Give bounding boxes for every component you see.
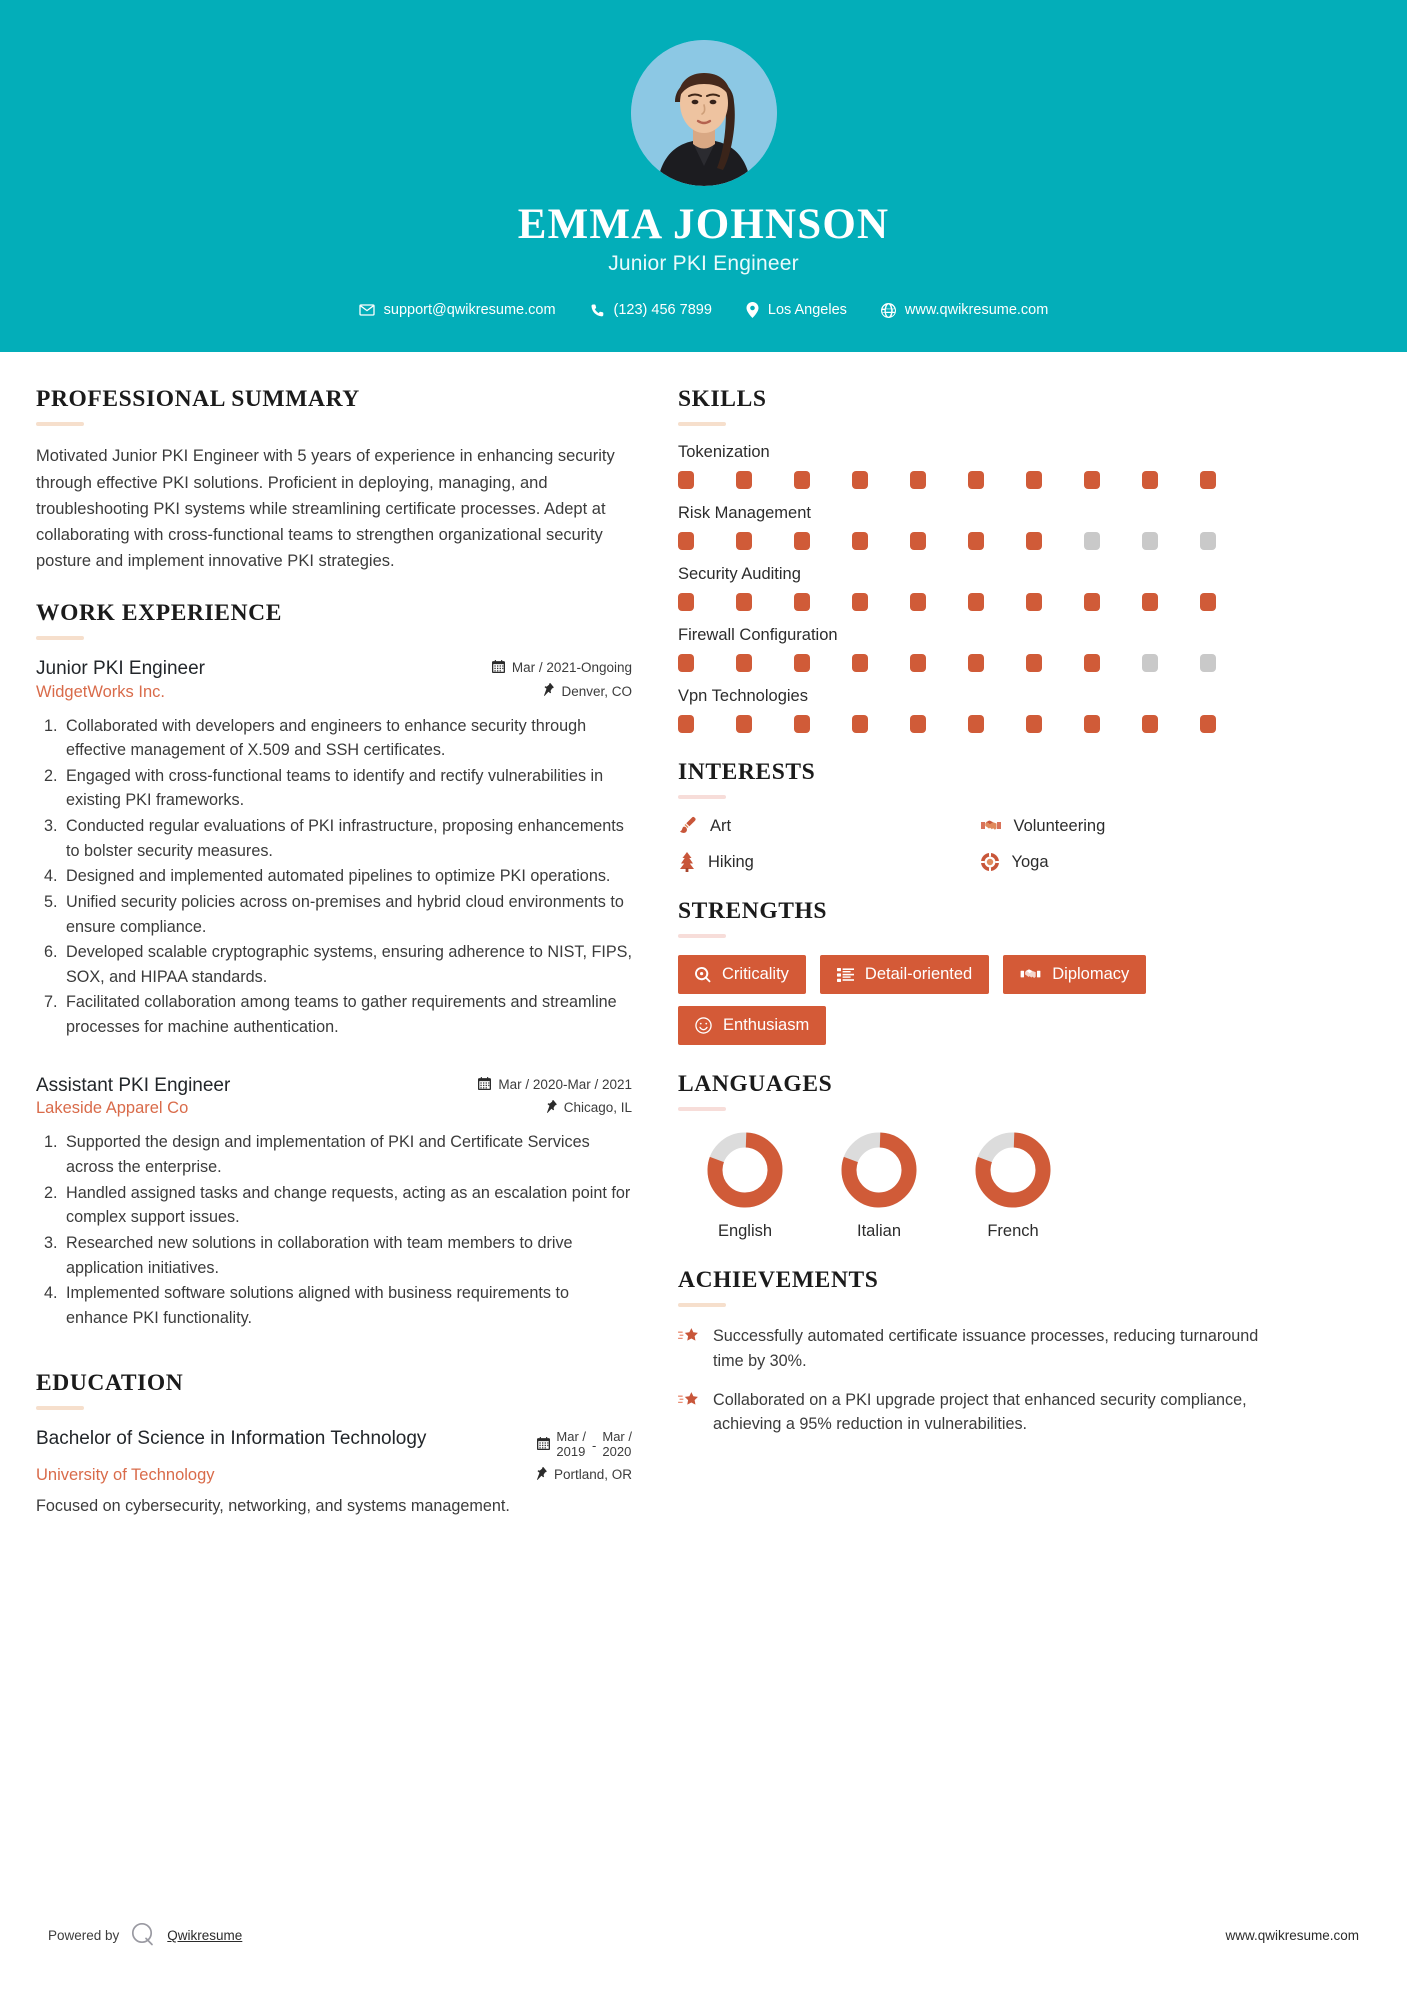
pin-icon — [544, 683, 554, 699]
section-heading: LANGUAGES — [678, 1071, 833, 1098]
section-interests — [678, 759, 1271, 872]
work-bullet: 2. Engaged with cross-functional teams to identify and rectify vulnerabilities in existing PKI frameworks. — [62, 764, 632, 813]
skill-rating — [678, 715, 1271, 733]
language-label: French — [987, 1222, 1039, 1241]
q-logo-icon — [130, 1921, 156, 1950]
work-dates-label: Mar / 2020-Mar / 2021 — [498, 1077, 632, 1093]
work-bullets — [36, 714, 632, 1040]
contact-location-label: Los Angeles — [767, 302, 847, 319]
skill-dot — [968, 654, 984, 672]
education-entry — [36, 1427, 632, 1518]
work-entry — [36, 1074, 632, 1331]
skill-rating — [678, 471, 1271, 489]
work-location-label: Denver, CO — [561, 683, 632, 699]
work-organization: Lakeside Apparel Co — [36, 1099, 189, 1118]
section-rule — [678, 795, 726, 799]
skill-dot — [852, 471, 868, 489]
strength-label: Enthusiasm — [723, 1016, 810, 1035]
language-item — [678, 1128, 812, 1241]
skill-name: Firewall Configuration — [678, 626, 838, 645]
section-heading: PROFESSIONAL SUMMARY — [36, 386, 360, 413]
achievement-text: Collaborated on a PKI upgrade project that enhanced security compliance, achieving a 95% reduction in vulnerabilities. — [713, 1391, 1247, 1434]
skill-dot — [736, 715, 752, 733]
list-icon — [837, 967, 854, 983]
strength-chip — [678, 1006, 826, 1045]
work-dates — [478, 1077, 632, 1093]
skill-dot — [736, 654, 752, 672]
achievement-text: Successfully automated certificate issuance processes, reducing turnaround time by 30%. — [713, 1327, 1259, 1370]
language-label: English — [717, 1222, 773, 1241]
skill-name: Risk Management — [678, 504, 811, 523]
page-title: EMMA JOHNSON — [517, 201, 890, 248]
section-rule — [678, 934, 726, 938]
star-icon — [678, 1388, 700, 1411]
skill-dot — [1200, 654, 1216, 672]
skill-dot — [910, 532, 926, 550]
portrait-photo-icon — [631, 40, 777, 186]
skill-dot — [1200, 715, 1216, 733]
paintbrush-icon — [678, 816, 698, 836]
section-heading: SKILLS — [678, 386, 767, 413]
skill-dot — [910, 654, 926, 672]
section-skills — [678, 386, 1271, 733]
language-item — [812, 1128, 946, 1241]
job-title: Junior PKI Engineer — [608, 252, 799, 276]
skill-dot — [1142, 471, 1158, 489]
education-note: Focused on cybersecurity, networking, and systems management. — [36, 1497, 510, 1516]
contact-phone-label: (123) 456 7899 — [613, 302, 712, 319]
education-dates — [537, 1430, 632, 1460]
skill-dot — [852, 654, 868, 672]
work-bullet: 1. Collaborated with developers and engineers to enhance security through effective management of X.509 and SSH certificates. — [62, 714, 632, 763]
work-bullet: 5. Unified security policies across on-premises and hybrid cloud environments to ensure compliance. — [62, 890, 632, 939]
contact-phone[interactable] — [573, 302, 729, 318]
skill-dot — [852, 715, 868, 733]
skill-rating — [678, 593, 1271, 611]
section-heading: EDUCATION — [36, 1370, 184, 1397]
work-role: Assistant PKI Engineer — [36, 1074, 231, 1096]
section-strengths — [678, 898, 1271, 1045]
search-icon — [695, 967, 711, 983]
skill-dot — [1084, 593, 1100, 611]
work-dates-label: Mar / 2021-Ongoing — [511, 660, 632, 676]
work-bullet: 7. Facilitated collaboration among teams to gather requirements and streamline processes for machine authentication. — [62, 990, 632, 1039]
skill-dot — [794, 471, 810, 489]
work-location-label: Chicago, IL — [563, 1100, 632, 1116]
skill-dot — [736, 471, 752, 489]
section-rule — [36, 422, 84, 426]
skill-dot — [1200, 532, 1216, 550]
language-label: Italian — [856, 1222, 902, 1241]
education-date-separator: - — [592, 1437, 597, 1453]
handshake-icon — [980, 816, 1002, 836]
skill-dot — [736, 593, 752, 611]
skill-dot — [1084, 532, 1100, 550]
work-entry — [36, 657, 632, 1040]
section-professional-summary — [36, 386, 632, 573]
contact-website[interactable] — [864, 302, 1065, 318]
strengths-list — [678, 955, 1271, 1045]
work-location — [547, 1100, 632, 1116]
skill-rating — [678, 532, 1271, 550]
work-bullet: 3. Conducted regular evaluations of PKI infrastructure, proposing enhancements to bolster security measures. — [62, 814, 632, 863]
skill-dot — [1142, 532, 1158, 550]
contact-row — [0, 302, 1407, 318]
section-heading: ACHIEVEMENTS — [678, 1267, 879, 1294]
section-work-experience — [36, 600, 632, 1331]
interest-label: Art — [710, 816, 732, 835]
strength-label: Detail-oriented — [864, 965, 973, 984]
skill-rating — [678, 654, 1271, 672]
work-bullet: 4. Implemented software solutions aligned with business requirements to enhance PKI functionality. — [62, 1281, 632, 1330]
skill-dot — [910, 715, 926, 733]
work-location — [544, 683, 632, 699]
footer-brand-link[interactable]: Qwikresume — [167, 1928, 243, 1943]
skill-block — [678, 687, 1271, 733]
work-role: Junior PKI Engineer — [36, 657, 205, 679]
skill-dot — [794, 532, 810, 550]
contact-website-label: www.qwikresume.com — [904, 302, 1049, 319]
skill-block — [678, 565, 1271, 611]
education-degree: Bachelor of Science in Information Technology — [36, 1428, 427, 1450]
skill-dot — [678, 471, 694, 489]
skill-dot — [678, 532, 694, 550]
education-date-end: Mar / 2020 — [602, 1429, 632, 1460]
skill-dot — [1142, 654, 1158, 672]
work-bullet: 6. Developed scalable cryptographic systems, ensuring adherence to NIST, FIPS, SOX, and HIPAA standards. — [62, 940, 632, 989]
work-bullet: 3. Researched new solutions in collaboration with team members to drive application initiatives. — [62, 1231, 632, 1280]
skill-dot — [1142, 593, 1158, 611]
skill-dot — [794, 715, 810, 733]
strength-chip — [1003, 955, 1146, 994]
skill-dot — [794, 654, 810, 672]
contact-location[interactable] — [729, 302, 864, 318]
skill-dot — [1142, 715, 1158, 733]
globe-icon — [881, 303, 896, 318]
skill-dot — [968, 715, 984, 733]
skill-dot — [678, 593, 694, 611]
summary-text: Motivated Junior PKI Engineer with 5 years of experience in enhancing security through effective PKI solutions. Proficient in deploying, managing, and troubleshooting PKI systems while streamlining certificate processes. Adept at collaborating with cross-functional teams to strengthen organizational security posture and implement innovative PKI strategies. — [36, 447, 615, 570]
languages-row — [678, 1128, 1271, 1241]
work-bullets — [36, 1130, 632, 1330]
handshake-icon — [1020, 967, 1041, 983]
skill-dot — [1026, 532, 1042, 550]
interest-item — [678, 816, 970, 836]
language-donut-chart — [703, 1128, 787, 1212]
skill-dot — [1200, 471, 1216, 489]
interest-item — [980, 816, 1272, 836]
section-languages — [678, 1071, 1271, 1241]
skill-dot — [1200, 593, 1216, 611]
section-achievements — [678, 1267, 1271, 1436]
work-organization: WidgetWorks Inc. — [36, 682, 165, 701]
education-school: University of Technology — [36, 1466, 215, 1485]
strength-chip — [678, 955, 806, 994]
lifebuoy-icon — [980, 852, 1000, 872]
section-heading: INTERESTS — [678, 759, 816, 786]
skill-dot — [1084, 471, 1100, 489]
calendar-icon — [478, 1077, 491, 1093]
interest-label: Hiking — [708, 852, 754, 871]
section-heading: STRENGTHS — [678, 898, 828, 925]
education-location — [537, 1467, 632, 1483]
language-donut-chart — [837, 1128, 921, 1212]
skill-dot — [794, 593, 810, 611]
achievement-item — [678, 1324, 1271, 1373]
smiley-icon — [695, 1017, 712, 1034]
skill-dot — [968, 593, 984, 611]
skill-dot — [910, 471, 926, 489]
skill-name: Tokenization — [678, 443, 770, 462]
skill-dot — [852, 532, 868, 550]
work-bullet: 1. Supported the design and implementation of PKI and Certificate Services across the enterprise. — [62, 1130, 632, 1179]
skill-block — [678, 443, 1271, 489]
footer-website: www.qwikresume.com — [1225, 1928, 1359, 1943]
section-rule — [678, 1107, 726, 1111]
interest-label: Volunteering — [1013, 816, 1106, 835]
skill-dot — [1026, 654, 1042, 672]
skills-list — [678, 443, 1271, 733]
education-date-start: Mar / 2019 — [556, 1429, 587, 1460]
tree-icon — [678, 852, 696, 872]
avatar — [631, 40, 777, 186]
strength-label: Diplomacy — [1052, 965, 1130, 984]
skill-dot — [736, 532, 752, 550]
section-rule — [36, 1406, 84, 1410]
skill-dot — [968, 532, 984, 550]
star-icon — [678, 1324, 700, 1347]
skill-name: Security Auditing — [678, 565, 801, 584]
calendar-icon — [492, 660, 505, 676]
envelope-icon — [359, 302, 375, 318]
skill-dot — [968, 471, 984, 489]
skill-dot — [1026, 593, 1042, 611]
left-column — [36, 386, 632, 1544]
section-heading: WORK EXPERIENCE — [36, 599, 282, 626]
interests-grid — [678, 816, 1271, 872]
resume-header — [0, 0, 1407, 352]
work-bullet: 4. Designed and implemented automated pipelines to optimize PKI operations. — [62, 864, 632, 889]
skill-dot — [910, 593, 926, 611]
footer-powered-by: Powered by — [48, 1928, 120, 1943]
strength-chip — [820, 955, 989, 994]
work-bullet: 2. Handled assigned tasks and change requests, acting as an escalation point for complex support issues. — [62, 1181, 632, 1230]
interest-item — [980, 852, 1272, 872]
phone-icon — [590, 303, 605, 318]
contact-email[interactable] — [342, 302, 573, 318]
pin-icon — [547, 1100, 557, 1116]
location-pin-icon — [746, 302, 759, 318]
education-location-label: Portland, OR — [553, 1467, 632, 1483]
contact-email-label: support@qwikresume.com — [383, 302, 556, 319]
skill-block — [678, 504, 1271, 550]
pin-icon — [537, 1467, 547, 1483]
skill-dot — [852, 593, 868, 611]
achievement-item — [678, 1388, 1271, 1437]
section-rule — [678, 1303, 726, 1307]
skill-dot — [678, 715, 694, 733]
strength-label: Criticality — [722, 965, 789, 984]
resume-body — [0, 352, 1407, 1544]
section-rule — [678, 422, 726, 426]
interest-label: Yoga — [1011, 852, 1049, 871]
skill-dot — [1084, 654, 1100, 672]
skill-block — [678, 626, 1271, 672]
footer-left — [48, 1921, 242, 1950]
skill-dot — [1026, 471, 1042, 489]
calendar-icon — [537, 1437, 550, 1453]
section-rule — [36, 636, 84, 640]
section-education — [36, 1370, 632, 1518]
skill-name: Vpn Technologies — [678, 687, 808, 706]
language-item — [946, 1128, 1080, 1241]
language-donut-chart — [971, 1128, 1055, 1212]
skill-dot — [678, 654, 694, 672]
right-column — [678, 386, 1271, 1462]
work-dates — [492, 660, 632, 676]
interest-item — [678, 852, 970, 872]
skill-dot — [1084, 715, 1100, 733]
footer — [0, 1921, 1407, 1950]
skill-dot — [1026, 715, 1042, 733]
